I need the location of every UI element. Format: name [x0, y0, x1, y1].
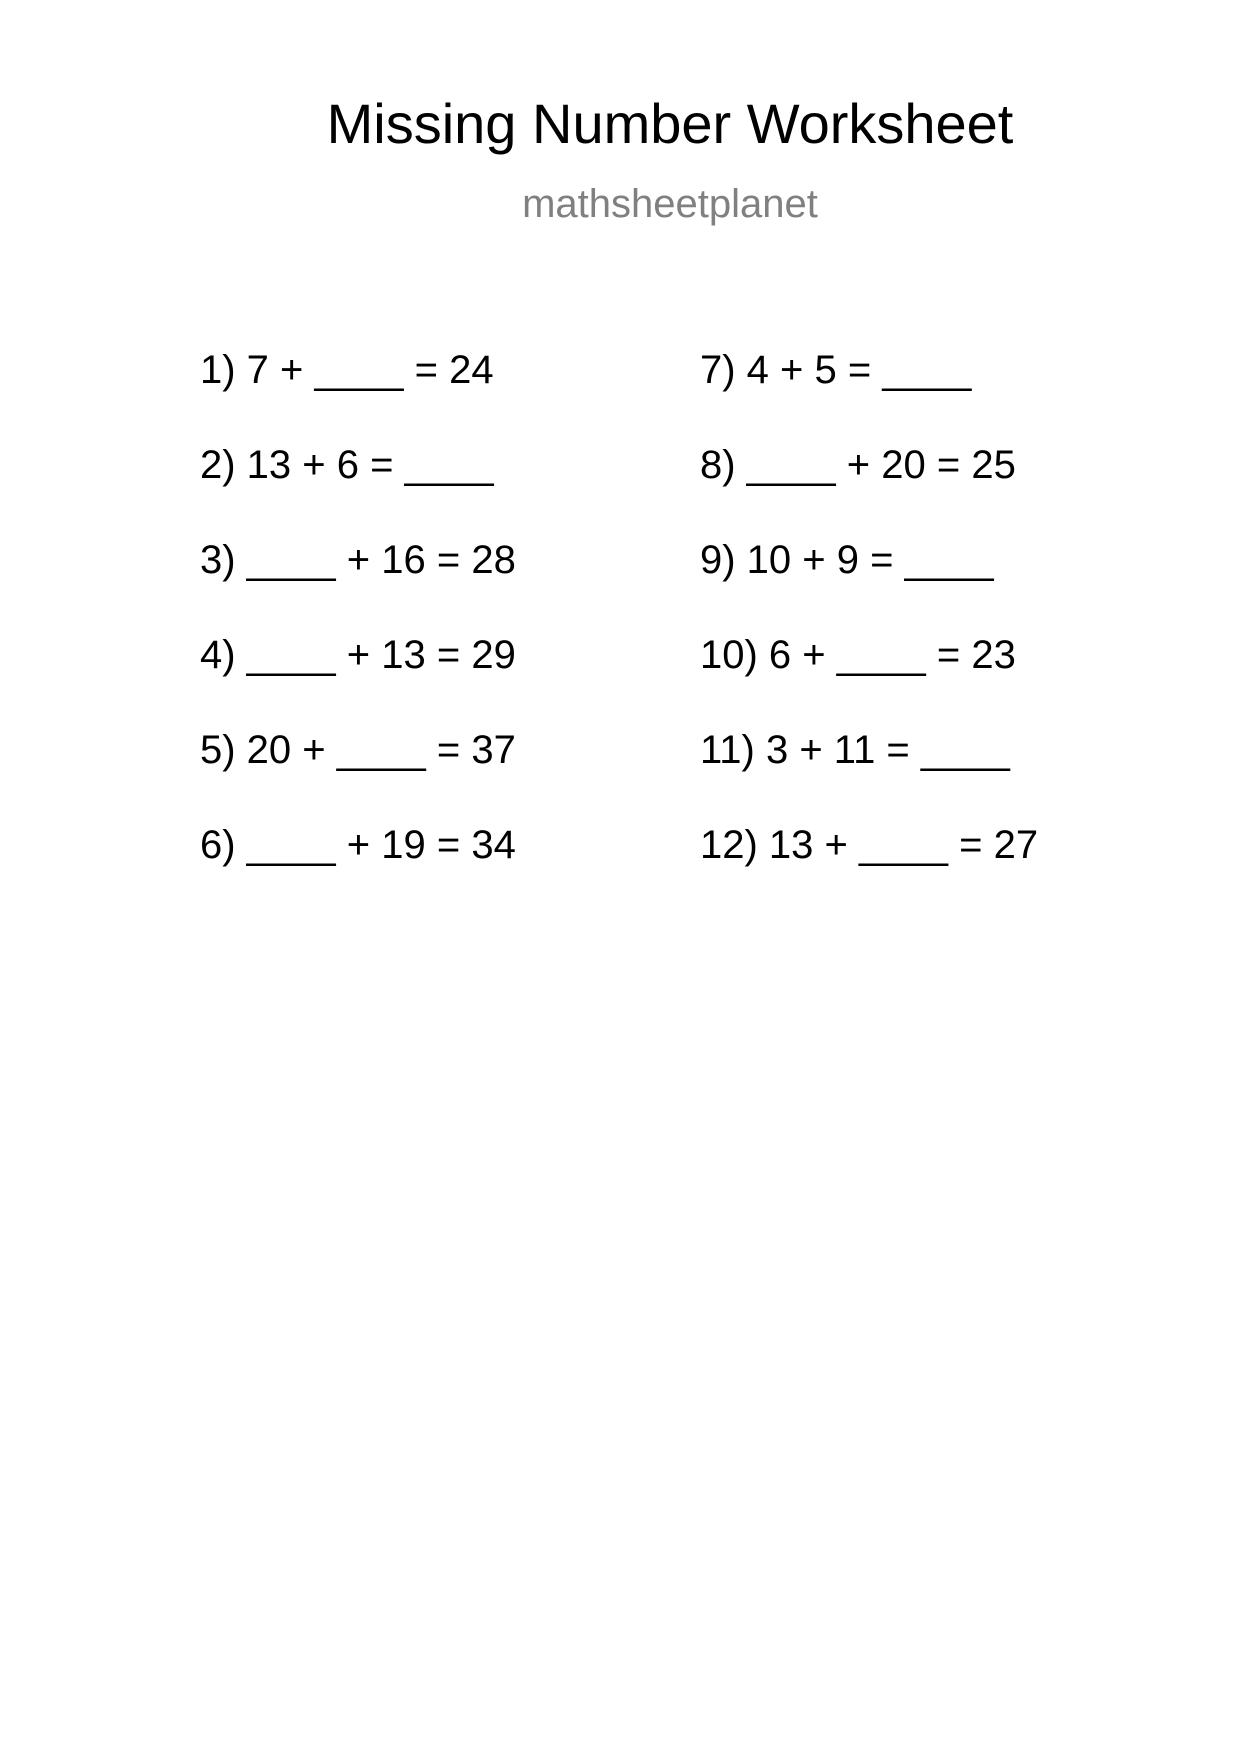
problem-7: 7) 4 + 5 = ____ [700, 348, 972, 392]
problems-left-column [200, 350, 516, 920]
problem-11: 11) 3 + 11 = ____ [700, 728, 1010, 772]
problem-1: 1) 7 + ____ = 24 [200, 348, 494, 392]
worksheet-title: Missing Number Worksheet [326, 92, 1014, 155]
problem-6: 6) ____ + 19 = 34 [200, 823, 516, 867]
problem-2: 2) 13 + 6 = ____ [200, 443, 494, 487]
problem-3: 3) ____ + 16 = 28 [200, 538, 516, 582]
problem-8: 8) ____ + 20 = 25 [700, 443, 1016, 487]
problem-10: 10) 6 + ____ = 23 [700, 633, 1016, 677]
problem-9: 9) 10 + 9 = ____ [700, 538, 994, 582]
problem-4: 4) ____ + 13 = 29 [200, 633, 516, 677]
problem-5: 5) 20 + ____ = 37 [200, 728, 516, 772]
problem-12: 12) 13 + ____ = 27 [700, 823, 1039, 867]
worksheet-subtitle: mathsheetplanet [522, 182, 818, 226]
problems-right-column [700, 350, 1038, 920]
